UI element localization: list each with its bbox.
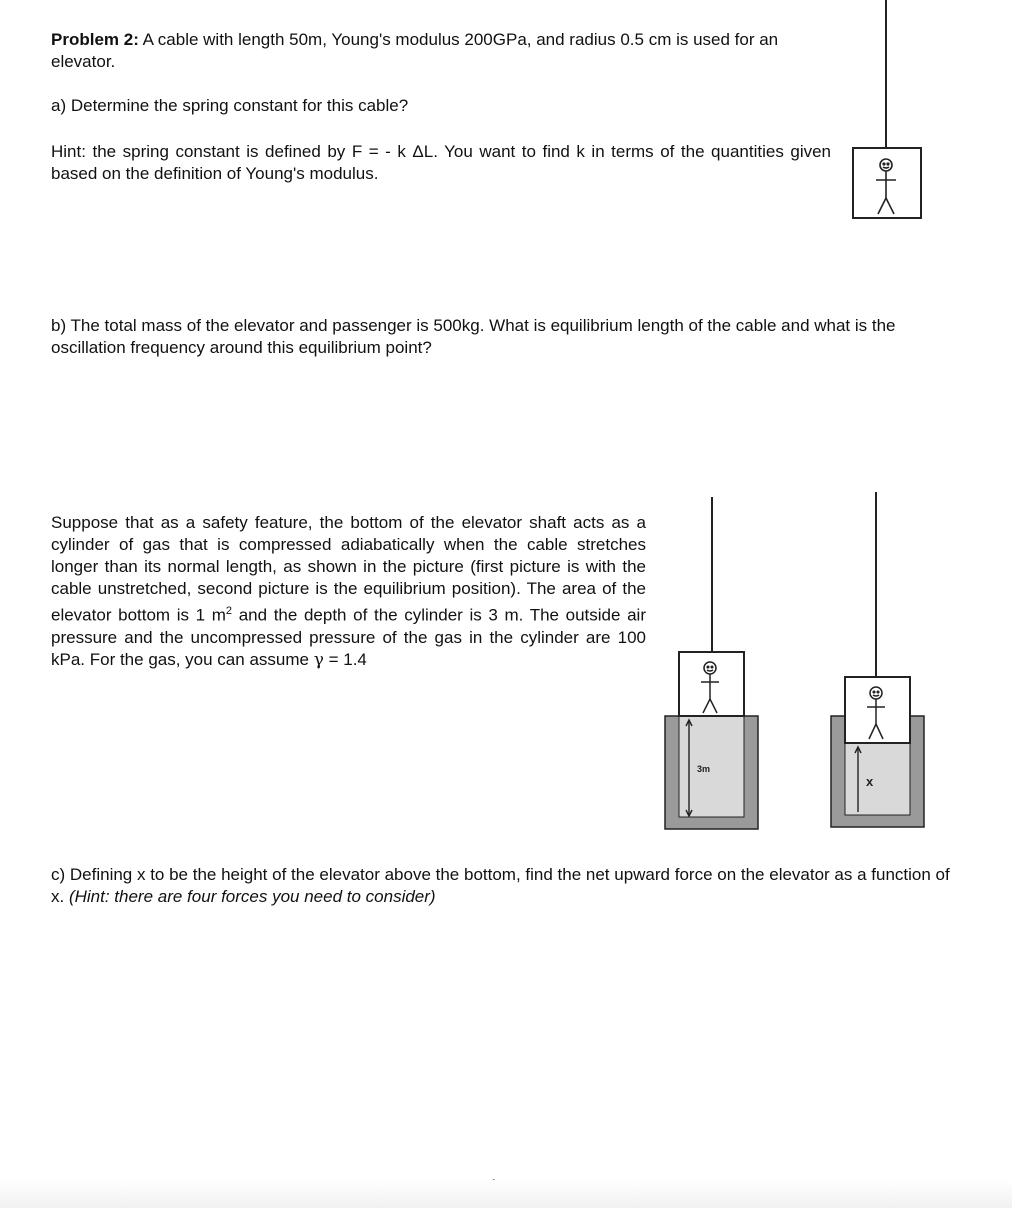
height-label: x: [866, 774, 874, 789]
part-c-hint: (Hint: there are four forces you need to consider): [68, 887, 436, 906]
gamma-symbol: γ: [313, 649, 324, 670]
part-c-text: c) Defining x to be the height of the elevator above the bottom, find the net upward force on the elevator as a function of x.: [51, 865, 950, 906]
part-a-hint: Hint: the spring constant is defined by F = - k ΔL. You want to find k in terms of the quantities given based on the definition of Young's modulus.: [51, 142, 831, 183]
stick-person-icon: [876, 159, 896, 214]
safety-text-main: Suppose that as a safety feature, the bottom of the elevator shaft acts as a cylinder of gas that is compressed adiabatically when the cable stretches longer than its normal length, as shown in the picture (first picture is with the cable unstretched, second picture is the equilibrium position). The area of the elevator bottom is 1 m: [51, 513, 646, 625]
problem-intro: A cable with length 50m, Young's modulus 200GPa, and radius 0.5 cm is used for an elevator.: [51, 30, 779, 71]
depth-label: 3m: [697, 764, 711, 774]
equilibrium-cylinder-figure: [828, 492, 928, 832]
area-superscript: 2: [225, 605, 233, 617]
unstretched-cylinder-figure: [662, 492, 762, 832]
part-b-question: b) The total mass of the elevator and passenger is 500kg. What is equilibrium length of the cable and what is the oscillation frequency around this equilibrium point?: [51, 316, 896, 357]
part-c-question: [51, 864, 951, 908]
gamma-value: = 1.4: [323, 649, 367, 669]
safety-text-rest: and the depth of the cylinder is 3 m. The outside air pressure and the uncompressed pressure of the gas in the cylinder are 100 kPa. For the gas, you can assume: [51, 605, 646, 669]
problem-heading: Problem 2:: [51, 30, 139, 49]
page-bottom-shadow: [0, 1180, 1012, 1208]
hanging-elevator-figure: [848, 0, 928, 230]
part-a-question: a) Determine the spring constant for this cable?: [51, 96, 409, 115]
problem-statement: [51, 29, 841, 73]
safety-feature-paragraph: [51, 512, 646, 671]
